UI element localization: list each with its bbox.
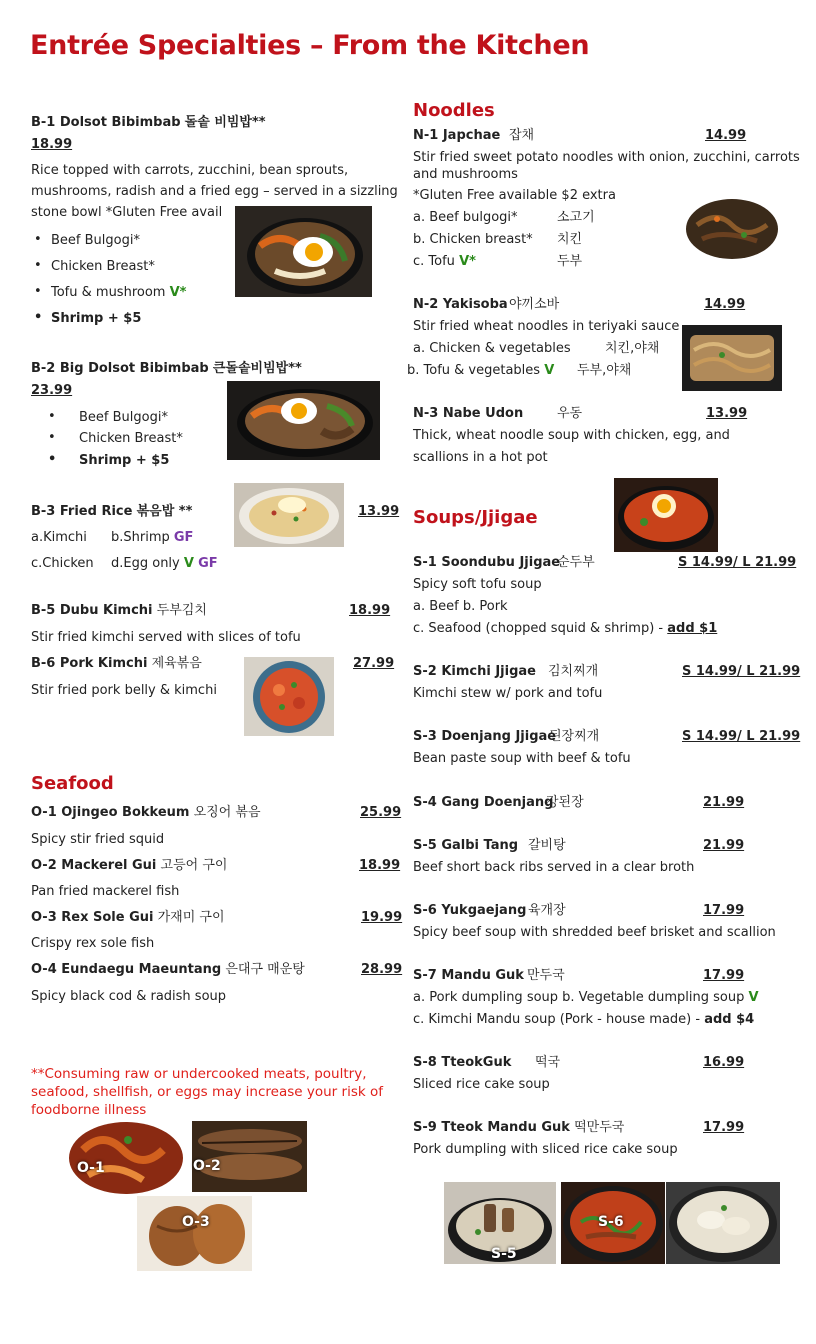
desc-line: stone bowl *Gluten Free avail	[31, 205, 223, 220]
item-korean: 오징어 볶음	[193, 805, 261, 820]
option-text: c. Seafood (chopped squid & shrimp) -	[413, 621, 668, 636]
item-n1-desc	[413, 149, 800, 183]
item-code: O-4 Eundaegu Maeuntang	[31, 962, 222, 977]
item-s7-price: 17.99	[703, 968, 745, 983]
photo-label-s6: S-6	[598, 1214, 624, 1230]
option-label	[407, 362, 554, 379]
page-title: Entrée Specialties – From the Kitchen	[30, 30, 590, 61]
warning-line: seafood, shellfish, or eggs may increase your risk of	[31, 1084, 383, 1100]
item-s3-desc: Bean paste soup with beef & tofu	[413, 751, 631, 766]
item-s6-code: S-6 Yukgaejang	[413, 903, 527, 918]
section-title-seafood: Seafood	[31, 773, 114, 794]
item-n2-desc: Stir fried wheat noodles in teriyaki sauce	[413, 319, 680, 334]
item-code: B-1 Dolsot Bibimbab	[31, 115, 181, 130]
squid-photo	[68, 1120, 185, 1196]
item-s1-code: S-1 Soondubu Jjigae	[413, 555, 561, 570]
item-o3-desc: Crispy rex sole fish	[31, 936, 155, 951]
item-s8-price: 16.99	[703, 1055, 745, 1070]
mackerel-photo	[192, 1121, 307, 1192]
item-s8-desc: Sliced rice cake soup	[413, 1077, 550, 1092]
item-b6-desc: Stir fried pork belly & kimchi	[31, 683, 217, 698]
option-label: a. Beef b. Pork	[413, 599, 508, 614]
item-s6-price: 17.99	[703, 903, 745, 918]
photo-label-o2: O-2	[193, 1158, 221, 1174]
item-b1-title	[31, 114, 266, 131]
option-label: Shrimp + $5	[79, 453, 170, 468]
bibimbap-photo	[235, 206, 372, 297]
vegan-badge: V*	[169, 285, 187, 300]
item-b5-price: 18.99	[349, 603, 391, 618]
item-o1-title	[31, 804, 261, 821]
item-o1-price: 25.99	[360, 805, 402, 820]
soondubu-photo	[614, 478, 718, 552]
desc-line: Stir fried sweet potato noodles with onion, zucchini, carrots	[413, 150, 800, 165]
item-s5-price: 21.99	[703, 838, 745, 853]
item-b5-title	[31, 602, 207, 619]
japchae-photo	[682, 195, 780, 263]
food-safety-warning	[31, 1065, 383, 1119]
option-label: b. Chicken breast*	[413, 232, 533, 247]
item-s1-korean: 순두부	[557, 555, 595, 570]
item-n1-price: 14.99	[705, 128, 747, 143]
option-label	[111, 555, 218, 572]
option-label: Shrimp + $5	[51, 311, 142, 326]
item-b2-price: 23.99	[31, 383, 73, 398]
option-korean: 두부,야채	[577, 363, 632, 378]
desc-line: Rice topped with carrots, zucchini, bean sprouts,	[31, 163, 349, 178]
option-label	[413, 620, 717, 637]
item-korean: 볶음밥 **	[136, 504, 193, 519]
option-label: Beef Bulgogi*	[51, 233, 140, 248]
item-o3-price: 19.99	[361, 910, 403, 925]
item-n1-code: N-1 Japchae	[413, 128, 501, 143]
option-text: Tofu & mushroom	[51, 285, 166, 300]
bullet-dot: •	[34, 284, 42, 299]
option-text: c. Kimchi Mandu soup (Pork - house made) -	[413, 1012, 705, 1027]
item-s3-price: S 14.99/ L 21.99	[682, 729, 801, 744]
vegan-badge: V	[544, 363, 555, 378]
addon-price: add $4	[704, 1012, 755, 1027]
bullet-dot: •	[48, 430, 56, 445]
item-n2-price: 14.99	[704, 297, 746, 312]
item-n3-korean: 우동	[557, 406, 583, 421]
item-b5-desc: Stir fried kimchi served with slices of tofu	[31, 630, 301, 645]
option-label	[413, 989, 759, 1006]
section-title-noodles: Noodles	[413, 100, 495, 121]
option-label: c.Chicken	[31, 556, 94, 571]
item-s9-title	[413, 1119, 624, 1136]
item-n1-korean: 잡채	[509, 128, 535, 143]
photo-label-s5: S-5	[491, 1246, 517, 1262]
fried-rice-photo	[234, 483, 344, 547]
item-b3-price: 13.99	[358, 504, 400, 519]
item-s7-code: S-7 Mandu Guk	[413, 968, 524, 983]
option-label	[413, 1011, 754, 1028]
item-korean: 큰돌솥비빔밥**	[212, 361, 302, 376]
option-text: c. Tofu	[413, 254, 455, 269]
item-n3-desc: Thick, wheat noodle soup with chicken, egg, and	[413, 428, 730, 443]
item-code: B-2 Big Dolsot Bibimbab	[31, 361, 209, 376]
option-label: a. Chicken & vegetables	[413, 341, 571, 356]
option-text: b. Tofu & vegetables	[407, 363, 541, 378]
item-n2-code: N-2 Yakisoba	[413, 297, 508, 312]
section-title-soups: Soups/Jjigae	[413, 507, 538, 528]
item-korean: 두부김치	[156, 603, 207, 618]
big-bibimbap-photo	[227, 381, 380, 460]
gluten-free-badge: GF	[173, 530, 194, 545]
item-s9-desc: Pork dumpling with sliced rice cake soup	[413, 1142, 678, 1157]
item-o2-desc: Pan fried mackerel fish	[31, 884, 180, 899]
item-korean: 고등어 구이	[160, 858, 228, 873]
item-s4-code: S-4 Gang Doenjang	[413, 795, 554, 810]
option-label: Chicken Breast*	[79, 431, 183, 446]
item-s3-korean: 된장찌개	[549, 729, 600, 744]
item-s9-price: 17.99	[703, 1120, 745, 1135]
item-n3-code: N-3 Nabe Udon	[413, 406, 524, 421]
item-s4-price: 21.99	[703, 795, 745, 810]
item-o3-title	[31, 909, 225, 926]
option-label	[111, 529, 193, 546]
option-korean: 소고기	[557, 210, 595, 225]
item-n3-desc: scallions in a hot pot	[413, 450, 548, 465]
item-o2-title	[31, 857, 227, 874]
vegan-badge: V	[183, 556, 194, 571]
item-o4-price: 28.99	[361, 962, 403, 977]
item-s7-korean: 만두국	[527, 968, 565, 983]
item-b3-title	[31, 503, 192, 520]
option-text: a. Pork dumpling soup b. Vegetable dumpling soup	[413, 990, 749, 1005]
item-code: O-2 Mackerel Gui	[31, 858, 157, 873]
warning-line: **Consuming raw or undercooked meats, poultry,	[31, 1066, 367, 1082]
item-s5-korean: 갈비탕	[528, 838, 566, 853]
bullet-dot: •	[48, 409, 56, 424]
mandu-guk-photo	[666, 1182, 780, 1264]
option-label: a. Beef bulgogi*	[413, 210, 518, 225]
item-s4-korean: 강된장	[546, 795, 584, 810]
item-n1-gf-note: *Gluten Free available $2 extra	[413, 188, 616, 203]
item-s5-desc: Beef short back ribs served in a clear broth	[413, 860, 695, 875]
desc-line: mushrooms, radish and a fried egg – served in a sizzling	[31, 184, 398, 199]
item-code: B-5 Dubu Kimchi	[31, 603, 153, 618]
pork-kimchi-photo	[244, 657, 334, 736]
gluten-free-badge: GF	[198, 556, 218, 571]
photo-label-o1: O-1	[77, 1160, 105, 1176]
option-label: a.Kimchi	[31, 530, 87, 545]
item-s1-desc: Spicy soft tofu soup	[413, 577, 542, 592]
item-s6-desc: Spicy beef soup with shredded beef brisket and scallion	[413, 925, 776, 940]
item-s2-desc: Kimchi stew w/ pork and tofu	[413, 686, 603, 701]
item-s2-price: S 14.99/ L 21.99	[682, 664, 801, 679]
photo-label-o3: O-3	[182, 1214, 210, 1230]
item-code: S-9 Tteok Mandu Guk	[413, 1120, 570, 1135]
item-o4-desc: Spicy black cod & radish soup	[31, 989, 227, 1004]
item-code: O-3 Rex Sole Gui	[31, 910, 154, 925]
bullet-dot: •	[34, 258, 42, 273]
desc-line: and mushrooms	[413, 167, 518, 182]
item-korean: 돌솥 비빔밥**	[184, 115, 266, 130]
item-s8-korean: 떡국	[535, 1055, 561, 1070]
item-b1-price: 18.99	[31, 137, 73, 152]
option-label	[413, 253, 476, 270]
item-n2-korean: 야끼소바	[509, 297, 560, 312]
option-text: b.Shrimp	[111, 530, 170, 545]
bullet-dot: •	[48, 452, 57, 467]
item-b2-title	[31, 360, 302, 377]
item-korean: 제육볶음	[151, 656, 202, 671]
rex-sole-photo	[137, 1196, 252, 1271]
option-korean: 치킨	[557, 232, 583, 247]
item-code: B-3 Fried Rice	[31, 504, 133, 519]
bullet-dot: •	[34, 232, 42, 247]
vegan-badge: V*	[459, 254, 476, 269]
item-n3-price: 13.99	[706, 406, 748, 421]
item-s5-code: S-5 Galbi Tang	[413, 838, 519, 853]
item-s3-code: S-3 Doenjang Jjigae	[413, 729, 557, 744]
item-korean: 가재미 구이	[157, 910, 225, 925]
option-label	[51, 284, 186, 301]
warning-line: foodborne illness	[31, 1102, 147, 1118]
option-label: Beef Bulgogi*	[79, 410, 168, 425]
item-korean: 은대구 매운탕	[225, 962, 305, 977]
item-code: O-1 Ojingeo Bokkeum	[31, 805, 190, 820]
addon-price: add $1	[667, 621, 718, 636]
item-s1-price: S 14.99/ L 21.99	[678, 555, 797, 570]
item-korean: 떡만두국	[574, 1120, 625, 1135]
item-s6-korean: 육개장	[528, 903, 566, 918]
item-s8-code: S-8 TteokGuk	[413, 1055, 512, 1070]
option-text: d.Egg only	[111, 556, 180, 571]
vegan-badge: V	[748, 990, 759, 1005]
bullet-dot: •	[34, 310, 43, 325]
yakisoba-photo	[682, 325, 782, 391]
option-korean: 치킨,야채	[605, 341, 660, 356]
item-b6-price: 27.99	[353, 656, 395, 671]
item-o4-title	[31, 961, 305, 978]
item-o2-price: 18.99	[359, 858, 401, 873]
item-b6-title	[31, 655, 202, 672]
option-korean: 두부	[557, 254, 583, 269]
item-s2-korean: 김치찌개	[548, 664, 599, 679]
item-s2-code: S-2 Kimchi Jjigae	[413, 664, 536, 679]
item-o1-desc: Spicy stir fried squid	[31, 832, 165, 847]
item-code: B-6 Pork Kimchi	[31, 656, 148, 671]
option-label: Chicken Breast*	[51, 259, 155, 274]
